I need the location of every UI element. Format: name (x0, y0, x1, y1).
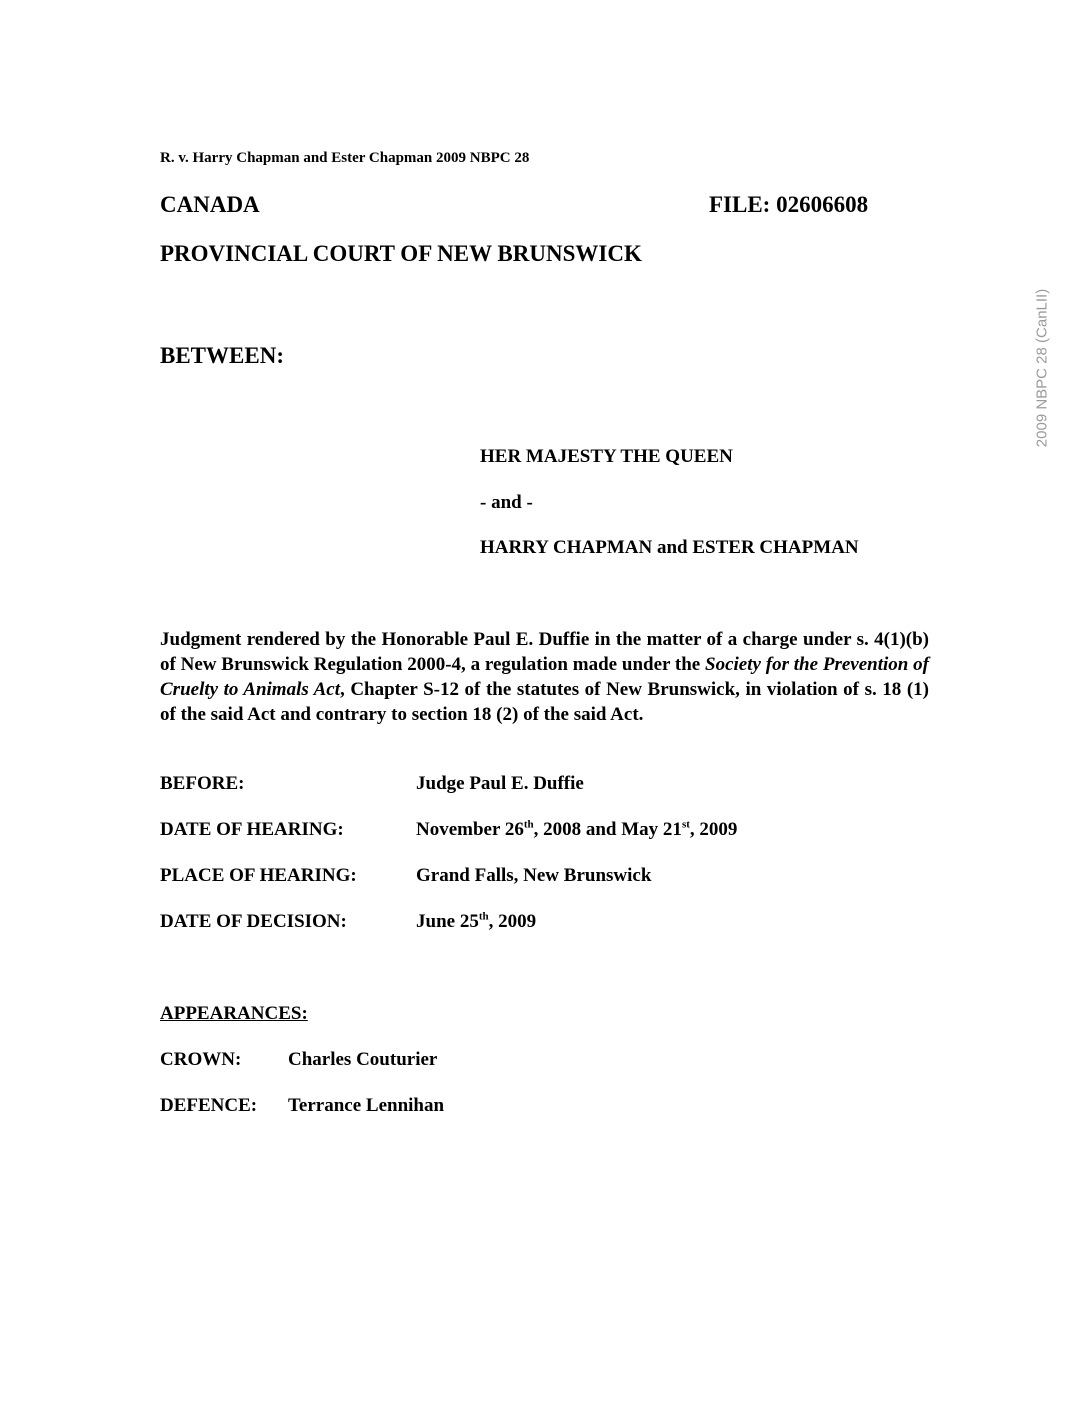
decision-date-year: , 2009 (488, 911, 537, 932)
place-value: Grand Falls, New Brunswick (416, 865, 652, 886)
hearing-date-1: November 26 (416, 819, 524, 840)
case-citation: R. v. Harry Chapman and Ester Chapman 2009 NBPC 28 (160, 150, 530, 166)
country-heading: CANADA (160, 192, 260, 217)
judgment-text-part2: , Chapter S-12 of the statutes of New Brunswick, in violation of s. 18 (1) of the said Act and contrary to section 18 (2) of the said Act. (160, 679, 930, 725)
crown-value: Charles Couturier (288, 1049, 438, 1070)
appearances-heading: APPEARANCES: (160, 1003, 308, 1024)
decision-date-sup: th (478, 910, 489, 923)
before-label: BEFORE: (160, 773, 245, 794)
hearing-date-2-sup: st (681, 818, 690, 831)
defence-value: Terrance Lennihan (288, 1095, 445, 1116)
hearing-date-2-year: , 2009 (689, 819, 738, 840)
judgment-text-part1: Judgment rendered by the Honorable Paul E. Duffie in the matter of a charge under s. 4(1)(b) of New Brunswick Regulation 2000-4, a regulation made under the (160, 629, 929, 675)
place-label: PLACE OF HEARING: (160, 865, 357, 886)
hearing-date-1-sup: th (523, 818, 534, 831)
file-number-value: 02606608 (776, 192, 869, 217)
hearing-date-value (416, 819, 737, 841)
decision-date-label: DATE OF DECISION: (160, 911, 347, 932)
defence-label: DEFENCE: (160, 1095, 258, 1116)
decision-date-value (416, 911, 536, 933)
file-label: FILE: (709, 192, 771, 217)
hearing-date-label: DATE OF HEARING: (160, 819, 344, 840)
judgment-statement (160, 627, 929, 727)
defendants-name: HARRY CHAPMAN and ESTER CHAPMAN (480, 537, 859, 558)
act-name: Society for the Prevention of Cruelty to Animals Act (160, 654, 929, 700)
plaintiff-name: HER MAJESTY THE QUEEN (480, 446, 733, 467)
canlii-watermark: 2009 NBPC 28 (CanLII) (1033, 288, 1051, 448)
court-heading: PROVINCIAL COURT OF NEW BRUNSWICK (160, 241, 642, 266)
between-heading: BETWEEN: (160, 343, 284, 368)
crown-label: CROWN: (160, 1049, 242, 1070)
before-value: Judge Paul E. Duffie (416, 773, 584, 794)
hearing-date-1-year: , 2008 and May 21 (533, 819, 682, 840)
decision-date: June 25 (416, 911, 479, 932)
file-number (709, 192, 868, 218)
and-separator: - and - (480, 492, 533, 513)
